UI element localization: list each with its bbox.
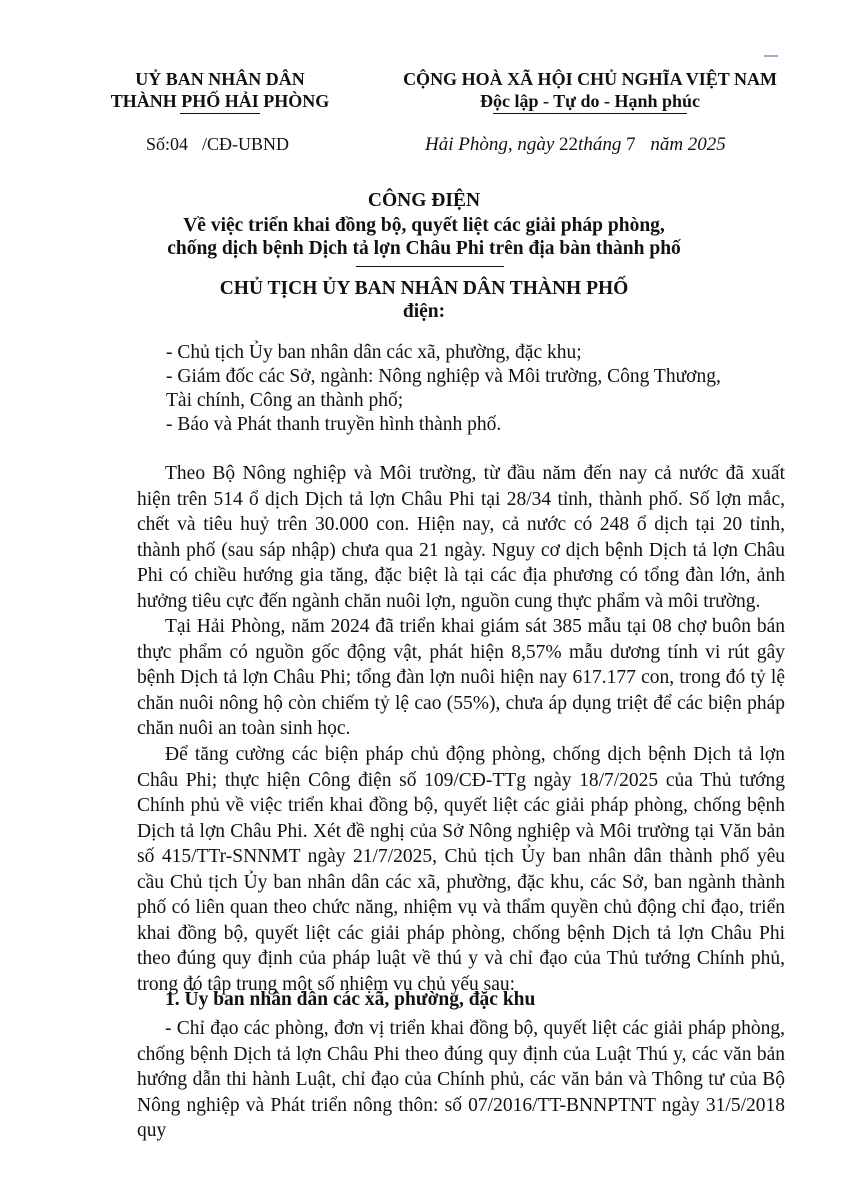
- national-motto-block: [380, 68, 800, 112]
- issuer-block: [95, 68, 345, 112]
- section-1-text: - Chỉ đạo các phòng, đơn vị triển khai đồng bộ, quyết liệt các giải pháp phòng, chống bệnh Dịch tả lợn Châu Phi theo đúng quy định của Luật Thú y, các văn bản hướng dẫn thi hành Luật, chỉ đạo của Chính phủ, các văn bản và Thông tư của Bộ Nông nghiệp và Phát triển nông thôn: số 07/2016/TT-BNNPTNT ngày 31/5/2018 quy: [137, 1018, 785, 1141]
- section-1-heading: 1. Ủy ban nhân dân các xã, phường, đặc khu: [165, 989, 536, 1010]
- nation-name: CỘNG HOÀ XÃ HỘI CHỦ NGHĨA VIỆT NAM: [403, 69, 777, 89]
- recipient-2-cont: Tài chính, Công an thành phố;: [166, 390, 404, 411]
- document-type: CÔNG ĐIỆN: [367, 190, 481, 211]
- date-month-label: tháng: [578, 134, 622, 155]
- issuer-line1: UỶ BAN NHÂN DÂN: [135, 69, 305, 89]
- issuer-line2: THÀNH PHỐ HẢI PHÒNG: [110, 91, 330, 111]
- recipient-2: - Giám đốc các Sở, ngành: Nông nghiệp và Môi trường, Công Thương,: [166, 366, 721, 387]
- subject-line1: Về việc triển khai đồng bộ, quyết liệt các giải pháp phòng,: [183, 215, 665, 236]
- issuer-underline: [180, 113, 260, 114]
- date-year: năm 2025: [650, 134, 726, 155]
- paragraph-2: Tại Hải Phòng, năm 2024 đã triển khai giám sát 385 mẫu tại 08 chợ buôn bán thực phẩm có nguồn gốc động vật, phát hiện 8,57% mẫu dương tính vi rút gây bệnh Dịch tả lợn Châu Phi; tổng đàn lợn nuôi hiện nay 617.177 con, trong đó tỷ lệ chăn nuôi nông hộ còn chiếm tỷ lệ cao (55%), chưa áp dụng triệt để các biện pháp chăn nuôi an toàn sinh học.: [137, 616, 785, 739]
- scan-mark: [764, 55, 778, 57]
- motto-underline: [493, 113, 687, 114]
- so-number: 04: [170, 134, 189, 154]
- recipient-1: - Chủ tịch Ủy ban nhân dân các xã, phường, đặc khu;: [166, 342, 582, 363]
- sender-verb: điện:: [402, 301, 446, 322]
- date-month: 7: [626, 134, 636, 155]
- document-subject: [0, 214, 848, 260]
- paragraph-3: Để tăng cường các biện pháp chủ động phòng, chống dịch bệnh Dịch tả lợn Châu Phi; thực hiện Công điện số 109/CĐ-TTg ngày 18/7/2025 của Thủ tướng Chính phủ về việc triển khai đồng bộ, quyết liệt các giải pháp phòng, chống bệnh Dịch tả lợn Châu Phi. Xét đề nghị của Sở Nông nghiệp và Môi trường tại Văn bản số 415/TTr-SNNMT ngày 21/7/2025, Chủ tịch Ủy ban nhân dân thành phố yêu cầu Chủ tịch Ủy ban nhân dân các xã, phường, đặc khu, các Sở, ban ngành thành phố có liên quan theo chức năng, nhiệm vụ và thẩm quyền chủ động chỉ đạo, triển khai đồng bộ, quyết liệt các giải pháp phòng, chống bệnh Dịch tả lợn Châu Phi theo đúng quy định của pháp luật về thú y và chỉ đạo của Thủ tướng Chính phủ, trong đó tập trung một số nhiệm vụ chủ yếu sau:: [137, 744, 785, 995]
- motto: Độc lập - Tự do - Hạnh phúc: [479, 91, 701, 111]
- date-day: 22: [559, 134, 579, 155]
- document-number: [146, 134, 289, 155]
- subject-line2: chống dịch bệnh Dịch tả lợn Châu Phi trên địa bàn thành phố: [167, 238, 681, 259]
- issue-date: [425, 134, 726, 156]
- so-label: Số:: [146, 134, 171, 154]
- date-place: Hải Phòng, ngày: [425, 134, 555, 155]
- sender-title: CHỦ TỊCH ỦY BAN NHÂN DÂN THÀNH PHỐ: [219, 278, 629, 299]
- subject-underline: [356, 266, 504, 267]
- paragraph-1: Theo Bộ Nông nghiệp và Môi trường, từ đầu năm đến nay cả nước đã xuất hiện trên 514 ổ dịch Dịch tả lợn Châu Phi tại 28/34 tỉnh, thành phố. Số lợn mắc, chết và tiêu huỷ trên 30.000 con. Hiện nay, cả nước có 248 ổ dịch tại 20 tỉnh, thành phố (sau sáp nhập) chưa qua 21 ngày. Nguy cơ dịch bệnh Dịch tả lợn Châu Phi có chiều hướng gia tăng, đặc biệt là tại các địa phương có tổng đàn lớn, ảnh hưởng tiêu cực đến ngành chăn nuôi lợn, nguồn cung thực phẩm và môi trường.: [137, 463, 785, 612]
- recipient-3: - Báo và Phát thanh truyền hình thành phố.: [166, 414, 502, 435]
- so-suffix: /CĐ-UBND: [202, 134, 290, 154]
